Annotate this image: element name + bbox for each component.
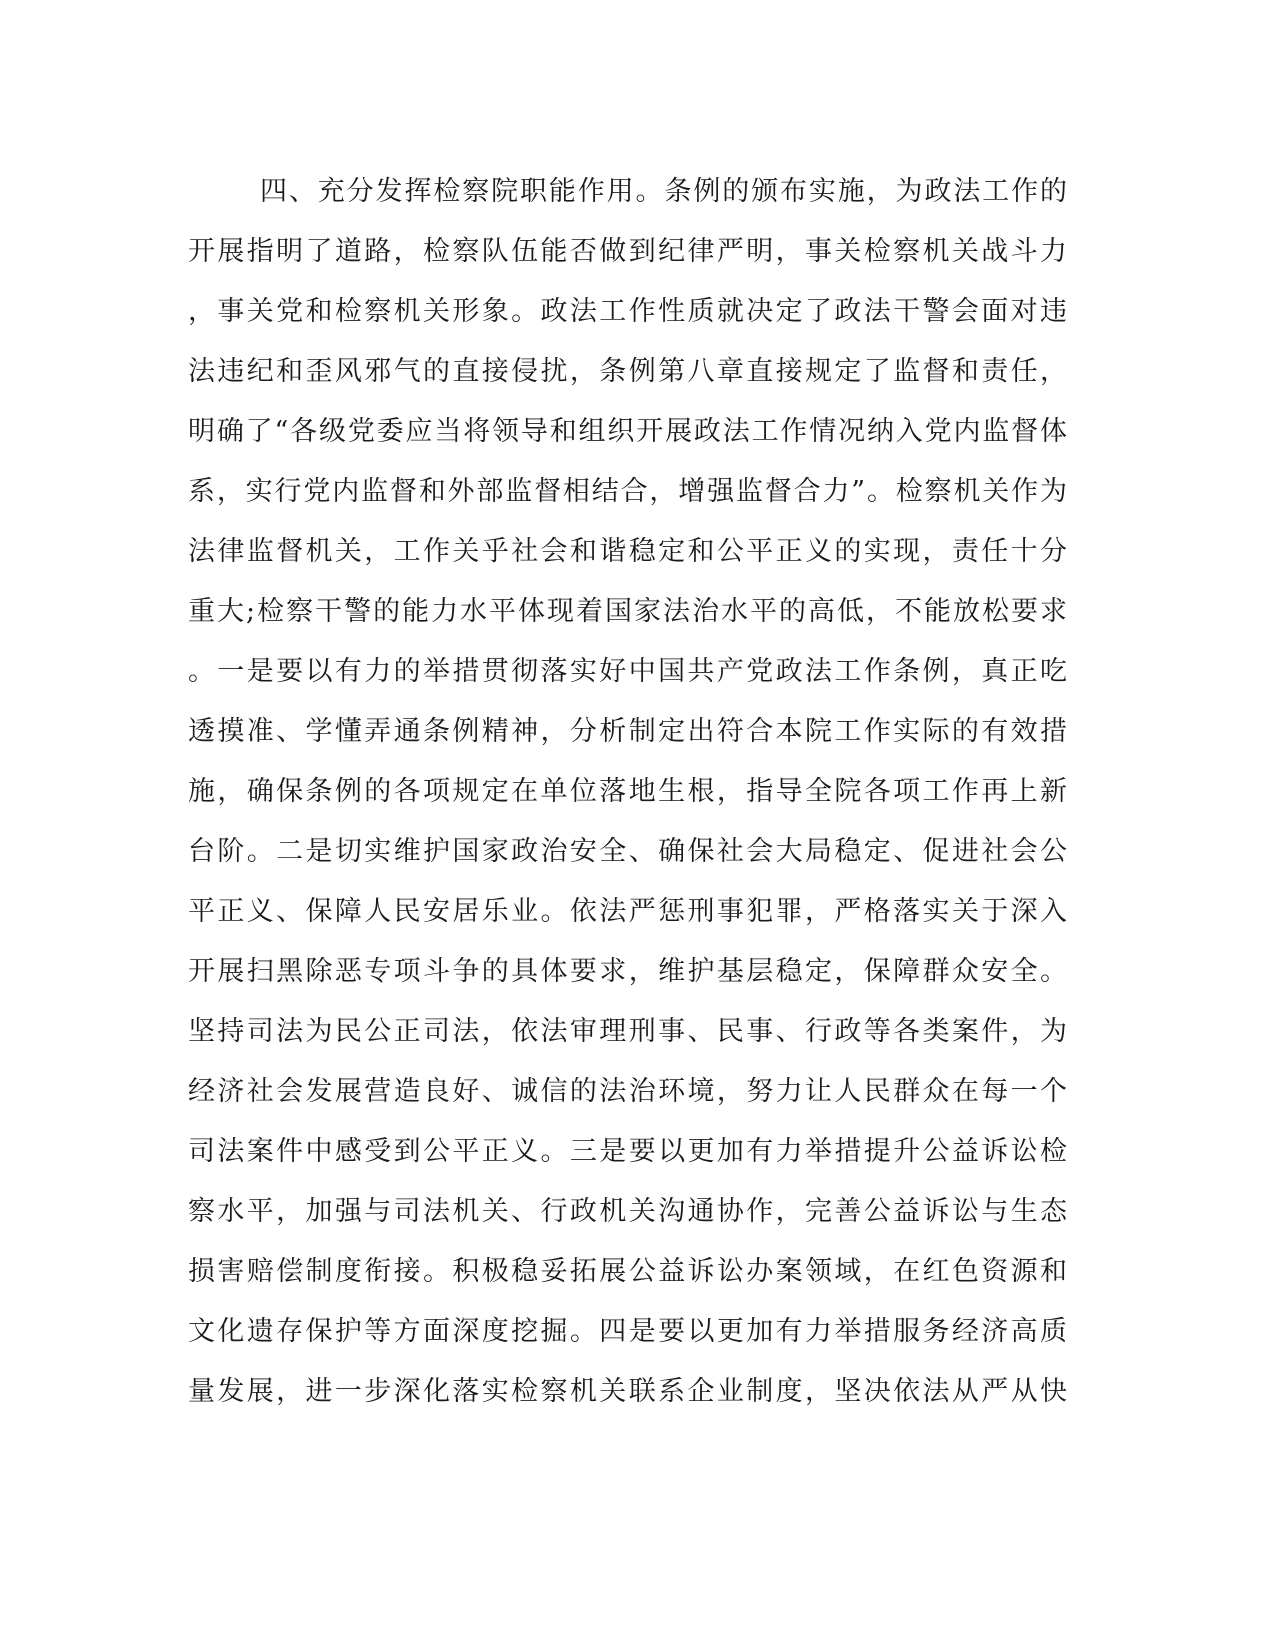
paragraph-line: 重大;检察干警的能力水平体现着国家法治水平的高低，不能放松要求 [188,596,1068,627]
paragraph-line: 司法案件中感受到公平正义。三是要以更加有力举措提升公益诉讼检 [188,1136,1068,1167]
body-paragraph [188,162,1068,1422]
paragraph-line: 经济社会发展营造良好、诚信的法治环境，努力让人民群众在每一个 [188,1076,1068,1107]
paragraph-line: 法律监督机关，工作关乎社会和谐稳定和公平正义的实现，责任十分 [188,536,1068,567]
paragraph-line: 施，确保条例的各项规定在单位落地生根，指导全院各项工作再上新 [188,776,1068,807]
paragraph-line: 量发展，进一步深化落实检察机关联系企业制度，坚决依法从严从快 [188,1376,1068,1407]
paragraph-line: 四、充分发挥检察院职能作用。条例的颁布实施，为政法工作的 [260,176,1068,207]
paragraph-line: 法违纪和歪风邪气的直接侵扰，条例第八章直接规定了监督和责任， [188,356,1068,387]
paragraph-line: 系，实行党内监督和外部监督相结合，增强监督合力”。检察机关作为 [188,476,1068,507]
paragraph-line: 透摸准、学懂弄通条例精神，分析制定出符合本院工作实际的有效措 [188,716,1068,747]
paragraph-line: 损害赔偿制度衔接。积极稳妥拓展公益诉讼办案领域，在红色资源和 [188,1256,1068,1287]
paragraph-line: 文化遗存保护等方面深度挖掘。四是要以更加有力举措服务经济高质 [188,1316,1068,1347]
paragraph-line: 平正义、保障人民安居乐业。依法严惩刑事犯罪，严格落实关于深入 [188,896,1068,927]
paragraph-line: 开展扫黑除恶专项斗争的具体要求，维护基层稳定，保障群众安全。 [188,956,1068,987]
paragraph-line: 。一是要以有力的举措贯彻落实好中国共产党政法工作条例，真正吃 [188,656,1068,687]
paragraph-line: 台阶。二是切实维护国家政治安全、确保社会大局稳定、促进社会公 [188,836,1068,867]
paragraph-line: 开展指明了道路，检察队伍能否做到纪律严明，事关检察机关战斗力 [188,236,1068,267]
paragraph-line: 明确了“各级党委应当将领导和组织开展政法工作情况纳入党内监督体 [188,416,1068,447]
paragraph-line: ，事关党和检察机关形象。政法工作性质就决定了政法干警会面对违 [188,296,1068,327]
paragraph-line: 察水平，加强与司法机关、行政机关沟通协作，完善公益诉讼与生态 [188,1196,1068,1227]
paragraph-line: 坚持司法为民公正司法，依法审理刑事、民事、行政等各类案件，为 [188,1016,1068,1047]
